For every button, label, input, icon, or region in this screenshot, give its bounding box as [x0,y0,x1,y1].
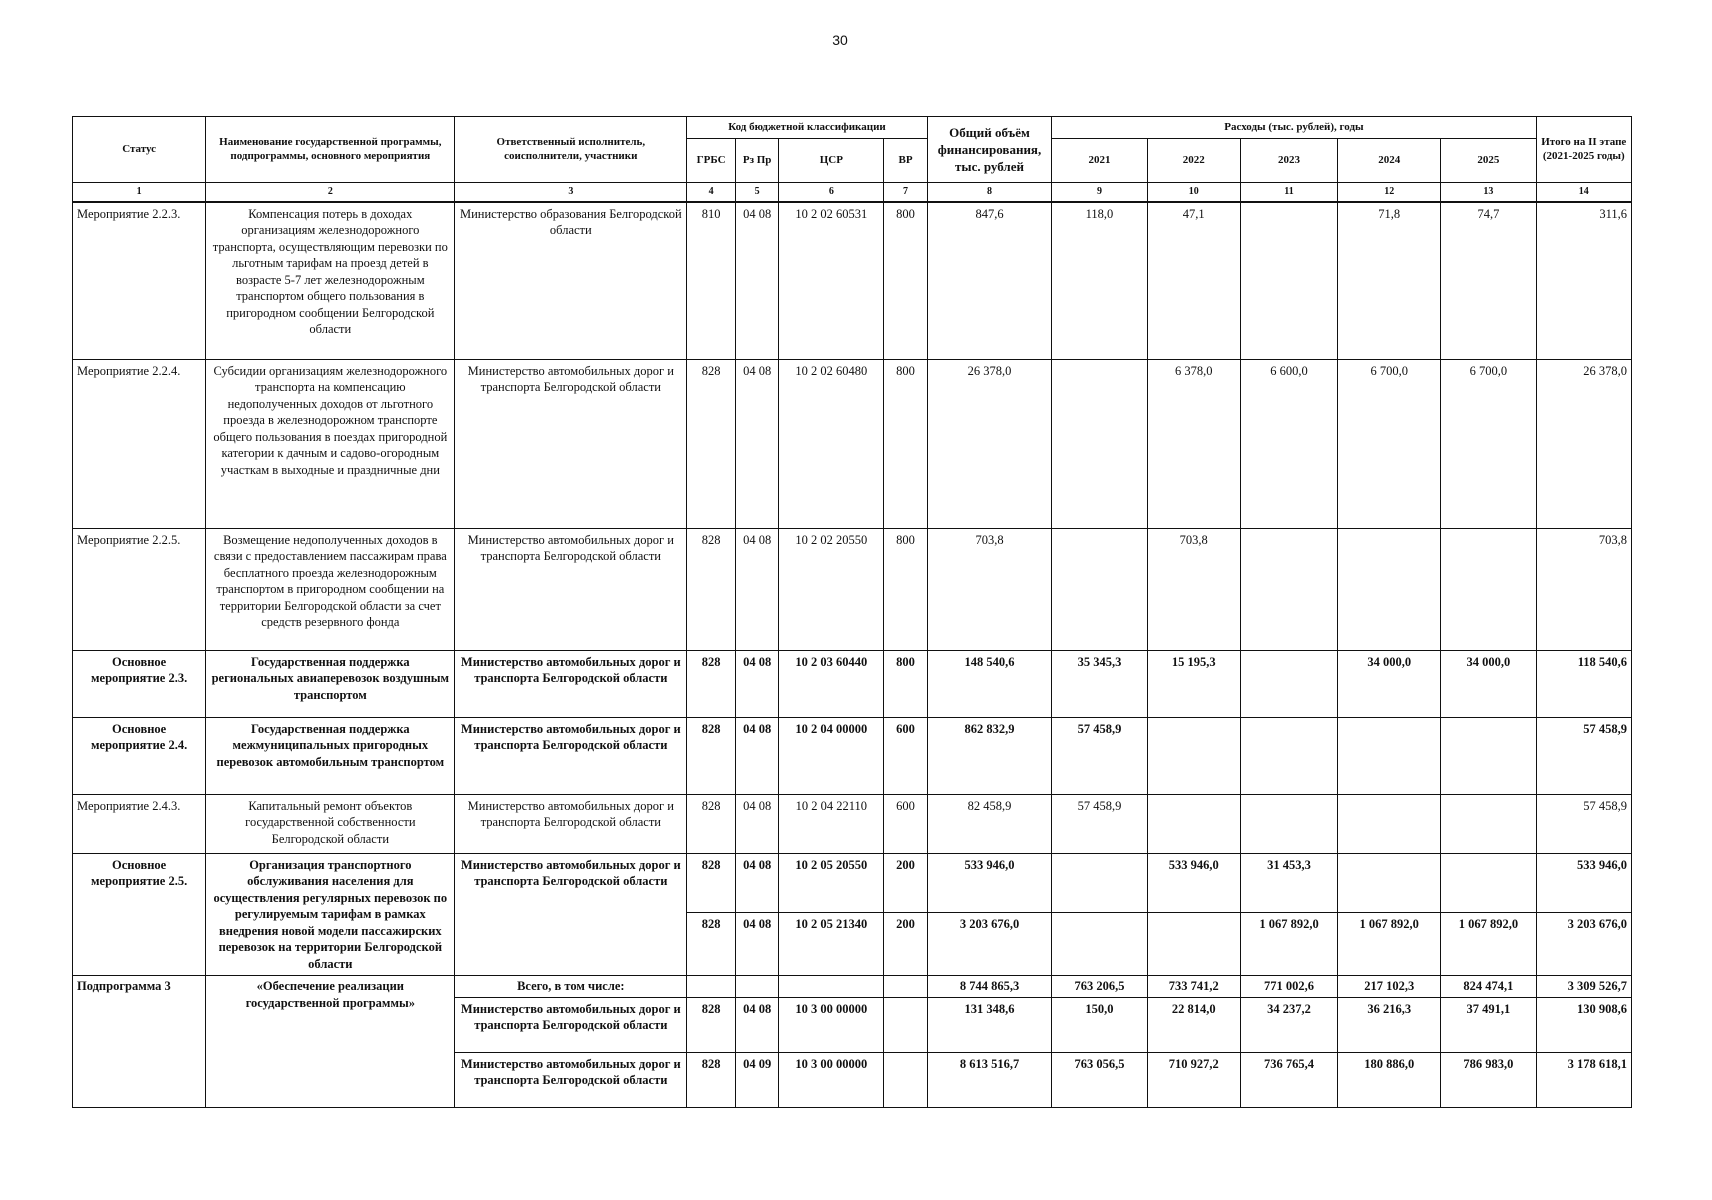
cell-total: 82 458,9 [927,794,1052,853]
cell-total: 3 203 676,0 [927,912,1052,975]
cell-itogo: 703,8 [1536,528,1631,650]
column-numbers-row [73,182,1632,202]
cell-2024: 217 102,3 [1338,976,1441,998]
cell-name: Возмещение недополученных доходов в связи с предоставлением пассажирам права бесплатного проезда железнодорожным транспортом в пригородном сообщении на территории Белгородской области за счет средств резервного фонда [206,528,455,650]
cell-rzpr: 04 08 [735,359,778,528]
cell-csr: 10 2 02 60480 [779,359,884,528]
table-row [73,359,1632,528]
cell-executor: Министерство автомобильных дорог и транспорта Белгородской области [455,528,687,650]
cell-2025: 37 491,1 [1441,997,1536,1052]
cell-rzpr: 04 08 [735,997,778,1052]
cell-2023: 31 453,3 [1240,853,1338,912]
cell-2023 [1240,650,1338,717]
cell-executor: Министерство автомобильных дорог и транспорта Белгородской области [455,794,687,853]
cell-name: Компенсация потерь в доходах организациям железнодорожного транспорта, осуществляющим перевозки по льготным тарифам на проезд детей в возрасте 5-7 лет железнодорожным транспортом общего пользования в пригородном сообщении Белгородской области [206,202,455,360]
header-executor: Ответственный исполнитель, соисполнители, участники [455,117,687,183]
cell-2022: 47,1 [1147,202,1240,360]
budget-table [72,116,1632,1108]
cell-vr: 200 [884,912,927,975]
col-number: 9 [1052,182,1147,202]
header-rzpr: Рз Пр [735,138,778,182]
header-vr: ВР [884,138,927,182]
cell-2023 [1240,794,1338,853]
cell-2023: 771 002,6 [1240,976,1338,998]
cell-2024 [1338,853,1441,912]
table-row [73,202,1632,360]
cell-csr: 10 2 03 60440 [779,650,884,717]
cell-itogo: 26 378,0 [1536,359,1631,528]
cell-2025 [1441,528,1536,650]
cell-itogo: 3 203 676,0 [1536,912,1631,975]
cell-2021: 35 345,3 [1052,650,1147,717]
col-number: 8 [927,182,1052,202]
cell-2021 [1052,912,1147,975]
cell-name: Государственная поддержка региональных авиаперевозок воздушным транспортом [206,650,455,717]
cell-2024 [1338,794,1441,853]
cell-rzpr: 04 08 [735,717,778,794]
cell-2024: 6 700,0 [1338,359,1441,528]
cell-vr: 600 [884,794,927,853]
header-status: Статус [73,117,206,183]
cell-2023 [1240,717,1338,794]
cell-name: Субсидии организациям железнодорожного транспорта на компенсацию недополученных доходов от льготного проезда в железнодорожном транспорте общего пользования в поездах пригородной категории к дачным и садово-огородным участкам в выходные и праздничные дни [206,359,455,528]
header-csr: ЦСР [779,138,884,182]
cell-total: 8 613 516,7 [927,1052,1052,1107]
cell-csr: 10 2 04 00000 [779,717,884,794]
cell-itogo: 3 309 526,7 [1536,976,1631,998]
cell-2022: 710 927,2 [1147,1052,1240,1107]
table-row [73,853,1632,912]
cell-total: 862 832,9 [927,717,1052,794]
cell-grbs: 828 [687,359,736,528]
cell-2021: 763 056,5 [1052,1052,1147,1107]
header-year-2024: 2024 [1338,138,1441,182]
cell-rzpr: 04 08 [735,853,778,912]
cell-2024: 34 000,0 [1338,650,1441,717]
cell-executor: Министерство образования Белгородской области [455,202,687,360]
header-itogo: Итого на II этапе (2021-2025 годы) [1536,117,1631,183]
cell-name: «Обеспечение реализации государственной программы» [206,976,455,1108]
cell-2024: 36 216,3 [1338,997,1441,1052]
cell-grbs [687,976,736,998]
col-number: 14 [1536,182,1631,202]
cell-itogo: 3 178 618,1 [1536,1052,1631,1107]
header-total: Общий объём финансирования, тыс. рублей [927,117,1052,183]
cell-csr: 10 2 02 20550 [779,528,884,650]
header-year-2021: 2021 [1052,138,1147,182]
cell-2025 [1441,853,1536,912]
cell-2025: 6 700,0 [1441,359,1536,528]
cell-2023: 736 765,4 [1240,1052,1338,1107]
cell-status: Мероприятие 2.2.5. [73,528,206,650]
page-number: 30 [832,32,848,48]
cell-2025 [1441,794,1536,853]
cell-2024: 180 886,0 [1338,1052,1441,1107]
cell-2021: 57 458,9 [1052,717,1147,794]
table-row [73,976,1632,998]
cell-2023: 1 067 892,0 [1240,912,1338,975]
cell-csr: 10 2 05 21340 [779,912,884,975]
header-year-2022: 2022 [1147,138,1240,182]
cell-total: 148 540,6 [927,650,1052,717]
col-number: 7 [884,182,927,202]
cell-2022: 6 378,0 [1147,359,1240,528]
cell-itogo: 118 540,6 [1536,650,1631,717]
table-row [73,528,1632,650]
cell-2024: 1 067 892,0 [1338,912,1441,975]
header-year-2023: 2023 [1240,138,1338,182]
header-grbs: ГРБС [687,138,736,182]
cell-2025: 1 067 892,0 [1441,912,1536,975]
cell-vr [884,1052,927,1107]
col-number: 2 [206,182,455,202]
cell-itogo: 57 458,9 [1536,717,1631,794]
cell-name: Организация транспортного обслуживания населения для осуществления регулярных перевозок по регулируемым тарифам в рамках внедрения новой модели пассажирских перевозок на территории Белгородской области [206,853,455,976]
cell-grbs: 828 [687,997,736,1052]
cell-2025: 786 983,0 [1441,1052,1536,1107]
cell-name: Капитальный ремонт объектов государственной собственности Белгородской области [206,794,455,853]
cell-2022: 533 946,0 [1147,853,1240,912]
col-number: 5 [735,182,778,202]
cell-csr [779,976,884,998]
col-number: 3 [455,182,687,202]
cell-itogo: 130 908,6 [1536,997,1631,1052]
cell-grbs: 828 [687,1052,736,1107]
cell-2024 [1338,717,1441,794]
col-number: 10 [1147,182,1240,202]
cell-2021: 150,0 [1052,997,1147,1052]
cell-2021: 118,0 [1052,202,1147,360]
cell-2022 [1147,717,1240,794]
cell-executor: Министерство автомобильных дорог и транспорта Белгородской области [455,650,687,717]
cell-executor: Министерство автомобильных дорог и транспорта Белгородской области [455,359,687,528]
cell-grbs: 828 [687,528,736,650]
cell-vr [884,997,927,1052]
cell-executor: Министерство автомобильных дорог и транспорта Белгородской области [455,1052,687,1107]
cell-executor: Всего, в том числе: [455,976,687,998]
header-expenses: Расходы (тыс. рублей), годы [1052,117,1536,139]
cell-csr: 10 3 00 00000 [779,1052,884,1107]
cell-2022 [1147,912,1240,975]
cell-2021 [1052,853,1147,912]
cell-total: 847,6 [927,202,1052,360]
cell-2022: 733 741,2 [1147,976,1240,998]
col-number: 12 [1338,182,1441,202]
col-number: 1 [73,182,206,202]
cell-vr [884,976,927,998]
cell-csr: 10 2 05 20550 [779,853,884,912]
cell-2025 [1441,717,1536,794]
cell-total: 703,8 [927,528,1052,650]
cell-status: Мероприятие 2.2.4. [73,359,206,528]
cell-csr: 10 2 02 60531 [779,202,884,360]
cell-rzpr: 04 08 [735,650,778,717]
cell-2024 [1338,528,1441,650]
cell-grbs: 828 [687,650,736,717]
cell-itogo: 57 458,9 [1536,794,1631,853]
table-row [73,794,1632,853]
cell-grbs: 828 [687,853,736,912]
cell-2021 [1052,359,1147,528]
cell-2023: 6 600,0 [1240,359,1338,528]
cell-total: 533 946,0 [927,853,1052,912]
cell-2023: 34 237,2 [1240,997,1338,1052]
cell-rzpr: 04 08 [735,912,778,975]
cell-vr: 800 [884,202,927,360]
cell-grbs: 828 [687,912,736,975]
cell-rzpr [735,976,778,998]
cell-2021 [1052,528,1147,650]
cell-2022: 22 814,0 [1147,997,1240,1052]
cell-rzpr: 04 09 [735,1052,778,1107]
cell-vr: 600 [884,717,927,794]
cell-total: 8 744 865,3 [927,976,1052,998]
cell-executor: Министерство автомобильных дорог и транспорта Белгородской области [455,717,687,794]
cell-2023 [1240,202,1338,360]
col-number: 11 [1240,182,1338,202]
cell-2023 [1240,528,1338,650]
cell-rzpr: 04 08 [735,202,778,360]
cell-rzpr: 04 08 [735,528,778,650]
table-row [73,650,1632,717]
cell-2025: 34 000,0 [1441,650,1536,717]
cell-status: Основное мероприятие 2.5. [73,853,206,976]
col-number: 6 [779,182,884,202]
cell-csr: 10 3 00 00000 [779,997,884,1052]
cell-2021: 763 206,5 [1052,976,1147,998]
cell-total: 131 348,6 [927,997,1052,1052]
cell-itogo: 533 946,0 [1536,853,1631,912]
cell-status: Основное мероприятие 2.4. [73,717,206,794]
header-year-2025: 2025 [1441,138,1536,182]
cell-vr: 200 [884,853,927,912]
cell-2024: 71,8 [1338,202,1441,360]
cell-status: Подпрограмма 3 [73,976,206,1108]
cell-vr: 800 [884,528,927,650]
cell-grbs: 828 [687,717,736,794]
cell-2022 [1147,794,1240,853]
cell-2022: 15 195,3 [1147,650,1240,717]
cell-executor: Министерство автомобильных дорог и транспорта Белгородской области [455,853,687,976]
cell-2022: 703,8 [1147,528,1240,650]
cell-2025: 824 474,1 [1441,976,1536,998]
cell-status: Основное мероприятие 2.3. [73,650,206,717]
cell-vr: 800 [884,359,927,528]
cell-name: Государственная поддержка межмуниципальных пригородных перевозок автомобильным транспортом [206,717,455,794]
cell-csr: 10 2 04 22110 [779,794,884,853]
cell-rzpr: 04 08 [735,794,778,853]
cell-2021: 57 458,9 [1052,794,1147,853]
cell-vr: 800 [884,650,927,717]
cell-2025: 74,7 [1441,202,1536,360]
cell-total: 26 378,0 [927,359,1052,528]
table-row [73,717,1632,794]
cell-executor: Министерство автомобильных дорог и транспорта Белгородской области [455,997,687,1052]
cell-grbs: 828 [687,794,736,853]
cell-itogo: 311,6 [1536,202,1631,360]
cell-status: Мероприятие 2.2.3. [73,202,206,360]
col-number: 13 [1441,182,1536,202]
col-number: 4 [687,182,736,202]
header-name: Наименование государственной программы, подпрограммы, основного мероприятия [206,117,455,183]
cell-grbs: 810 [687,202,736,360]
cell-status: Мероприятие 2.4.3. [73,794,206,853]
header-budget-code: Код бюджетной классификации [687,117,927,139]
